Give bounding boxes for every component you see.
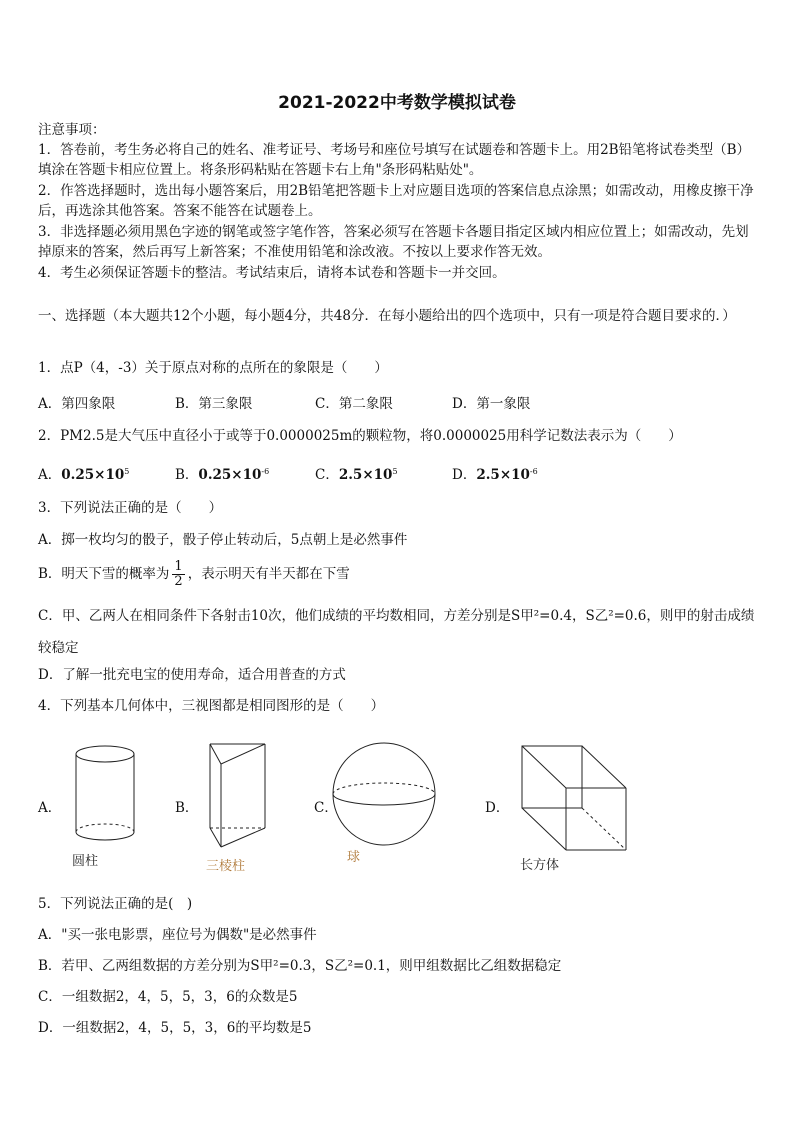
page-title: 2021-2022中考数学模拟试卷 bbox=[278, 93, 516, 113]
question-5-stem: 5．下列说法正确的是( ) bbox=[38, 896, 193, 912]
option-b: B．$0.25\times 10^{-6}$ bbox=[175, 467, 270, 483]
question-1-stem: 1．点P（4，-3）关于原点对称的点所在的象限是（ ） bbox=[38, 360, 388, 376]
option-c: C．$2.5\times 10^5$ bbox=[315, 467, 398, 483]
option-c-label: C． bbox=[314, 800, 338, 816]
question-5-option-b: B．若甲、乙两组数据的方差分别为S甲²=0.3，S乙²=0.1，则甲组数据比乙组数据稳定 bbox=[38, 958, 562, 974]
cuboid-caption: 长方体 bbox=[520, 858, 560, 873]
triangular-prism-caption: 三棱柱 bbox=[206, 859, 246, 874]
question-5-option-c: C．一组数据2，4，5，5，3，6的众数是5 bbox=[38, 989, 298, 1005]
option-d: D．第一象限 bbox=[452, 396, 531, 412]
triangular-prism-figure bbox=[203, 740, 273, 850]
option-a-label: A． bbox=[38, 800, 62, 816]
option-b-label: B． bbox=[175, 800, 199, 816]
question-5-option-d: D．一组数据2，4，5，5，3，6的平均数是5 bbox=[38, 1020, 312, 1036]
cuboid-figure bbox=[520, 744, 632, 854]
sphere-figure bbox=[318, 742, 452, 852]
notice-item: 2．作答选择题时，选出每小题答案后，用2B铅笔把答题卡上对应题目选项的答案信息点涂黑；如需改动，用橡皮擦干净后，再选涂其他答案。答案不能答在试题卷上。 bbox=[38, 183, 754, 219]
notice-heading: 注意事项： bbox=[38, 122, 106, 138]
option-d: D．$2.5\times 10^{-6}$ bbox=[452, 467, 538, 483]
question-3-option-d: D．了解一批充电宝的使用寿命，适合用普查的方式 bbox=[38, 667, 346, 683]
option-d-label: D． bbox=[485, 800, 510, 816]
notice-item: 4．考生必须保证答题卡的整洁。考试结束后，请将本试卷和答题卡一并交回。 bbox=[38, 265, 506, 281]
question-3-option-c: C．甲、乙两人在相同条件下各射击10次，他们成绩的平均数相同，方差分别是S甲²=0.4，S乙²=0.6，则甲的射击成绩较稳定 bbox=[38, 608, 755, 656]
notice-item: 3．非选择题必须用黑色字迹的钢笔或签字笔作答，答案必须写在答题卡各题目指定区域内相应位置上；如需改动，先划掉原来的答案，然后再写上新答案；不准使用铅笔和涂改液。不按以上要求作答无效。 bbox=[38, 224, 749, 260]
sphere-caption: 球 bbox=[347, 850, 361, 865]
question-5-option-a: A．"买一张电影票，座位号为偶数"是必然事件 bbox=[38, 927, 317, 943]
fraction: $\frac{1}{2}$ bbox=[174, 559, 183, 589]
question-2-stem: 2．PM2.5是大气压中直径小于或等于0.0000025m的颗粒物，将0.0000025用科学记数法表示为（ ） bbox=[38, 428, 682, 444]
option-a: A．$0.25\times 10^5$ bbox=[38, 467, 130, 483]
cylinder-figure bbox=[70, 742, 140, 847]
notice-item: 1．答卷前，考生务必将自己的姓名、准考证号、考场号和座位号填写在试题卷和答题卡上。用2B铅笔将试卷类型（B）填涂在答题卡相应位置上。将条形码粘贴在答题卡右上角"条形码粘贴处"。 bbox=[38, 142, 751, 178]
section-heading: 一、选择题（本大题共12个小题，每小题4分，共48分．在每小题给出的四个选项中，只有一项是符合题目要求的．） bbox=[38, 308, 736, 324]
option-a: A．第四象限 bbox=[38, 396, 116, 412]
question-3-stem: 3．下列说法正确的是（ ） bbox=[38, 500, 223, 516]
question-3-option-a: A．掷一枚均匀的骰子，骰子停止转动后，5点朝上是必然事件 bbox=[38, 532, 408, 548]
option-c: C．第二象限 bbox=[315, 396, 393, 412]
question-4-stem: 4．下列基本几何体中，三视图都是相同图形的是（ ） bbox=[38, 698, 385, 714]
cylinder-caption: 圆柱 bbox=[72, 854, 99, 869]
question-3-option-b: B．明天下雪的概率为 $\frac{1}{2}$ ，表示明天有半天都在下雪 bbox=[38, 559, 350, 589]
option-b: B．第三象限 bbox=[175, 396, 253, 412]
